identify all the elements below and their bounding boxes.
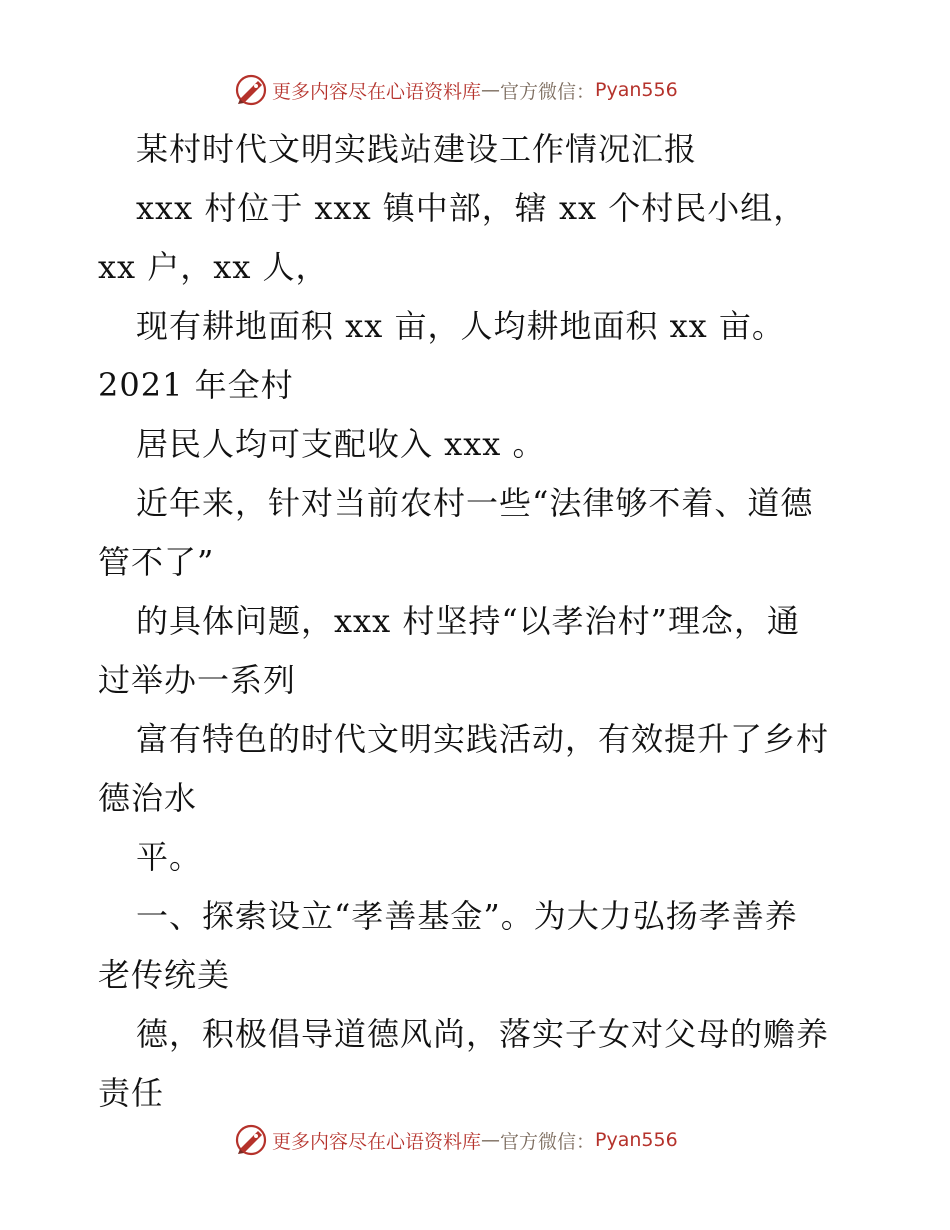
watermark-dash: — [481,79,501,101]
text-line: xx 户，xx 人， [98,248,329,286]
text-line: 平。 [136,838,203,876]
pen-logo-icon [234,1123,268,1157]
watermark-label: 更多内容尽在心语资料库 [272,80,482,103]
text-line: 的具体问题，xxx 村坚持“以孝治村”理念，通 [136,602,801,640]
watermark-contact-label: 官方微信： [500,80,596,103]
document-body [98,120,858,1123]
text-line: 德治水 [98,779,198,817]
watermark-dash: — [481,1129,501,1151]
text-line: 富有特色的时代文明实践活动，有效提升了乡村 [136,720,830,758]
text-line: xxx 村位于 xxx 镇中部，辖 xx 个村民小组， [136,189,807,227]
pen-logo-icon [234,73,268,107]
watermark-contact-id: Pyan556 [595,79,678,101]
text-line: 近年来，针对当前农村一些“法律够不着、道德 [136,484,814,522]
document-title: 某村时代文明实践站建设工作情况汇报 [136,130,698,168]
watermark-footer [234,1122,678,1158]
text-line: 老传统美 [98,956,231,994]
text-line: 过举办一系列 [98,661,297,699]
section-heading-line: 一、探索设立“孝善基金”。为大力弘扬孝善养 [136,897,798,935]
watermark-contact-id: Pyan556 [595,1129,678,1151]
text-line: 居民人均可支配收入 xxx 。 [136,425,546,463]
text-line: 现有耕地面积 xx 亩，人均耕地面积 xx 亩。 [136,307,785,345]
text-line: 2021 年全村 [98,366,294,404]
watermark-contact-label: 官方微信： [500,1130,596,1153]
text-line: 责任 [98,1074,165,1112]
text-line: 德，积极倡导道德风尚，落实子女对父母的赡养 [136,1015,830,1053]
text-line: 管不了” [98,543,215,581]
watermark-header [234,72,678,108]
watermark-label: 更多内容尽在心语资料库 [272,1130,482,1153]
